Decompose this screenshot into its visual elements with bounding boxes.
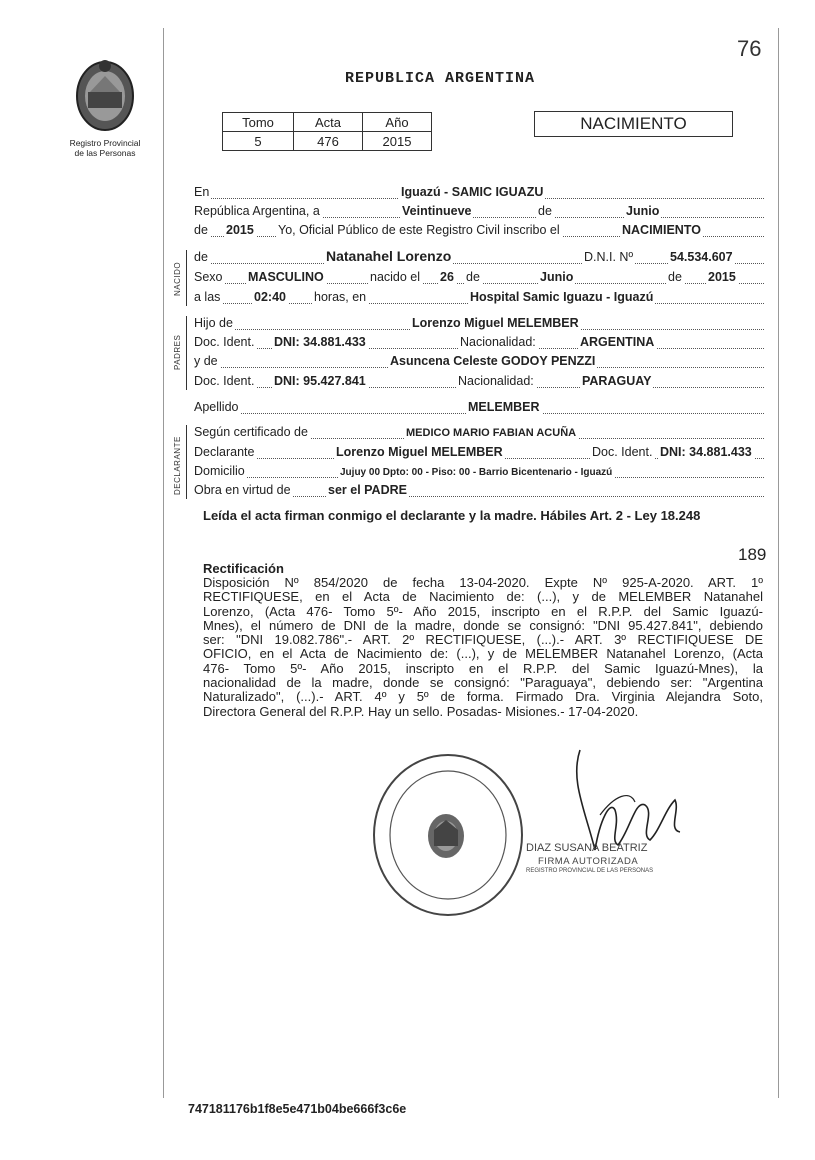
row-domicilio — [194, 462, 764, 480]
oficial-label: Yo, Oficial Público de este Registro Civil inscribo el — [278, 223, 560, 237]
row-sexo — [194, 268, 764, 286]
nac-label: Nacionalidad: — [460, 335, 536, 349]
apellido-label: Apellido — [194, 400, 239, 414]
mother-doc: DNI: 95.427.841 — [274, 374, 366, 388]
nacido-bracket — [186, 250, 187, 306]
row-certificado — [194, 423, 764, 441]
declarante-value: Lorenzo Miguel MELEMBER — [336, 445, 503, 459]
de3-label: de — [194, 250, 208, 264]
rect-line: RECTIFIQUESE, en el Acta de Nacimiento de: (...), y de MELEMBER Natanahel — [203, 589, 763, 605]
doc3-label: Doc. Ident. — [592, 445, 653, 459]
nacido-day: 26 — [440, 270, 454, 284]
official-stamp — [368, 750, 528, 925]
month-value: Junio — [626, 204, 660, 218]
row-name — [194, 248, 764, 266]
tomo-header: Tomo — [223, 113, 294, 132]
signatory-name: DIAZ SUSANA BEATRIZ — [526, 842, 648, 854]
sexo-label: Sexo — [194, 270, 223, 284]
logo-caption-line1: Registro Provincial — [69, 138, 141, 148]
declarante-bracket — [186, 425, 187, 499]
padres-side-label: PADRES — [173, 334, 182, 370]
year-value: 2015 — [226, 223, 254, 237]
certificado-label: Según certificado de — [194, 425, 308, 439]
rect-line: 476- Tomo 5º- Año 2015, inscripto en el R.P.P. del Samic Iguazú-Mnes), la — [203, 660, 763, 676]
page-number: 76 — [737, 36, 762, 61]
father-value: Lorenzo Miguel MELEMBER — [412, 316, 579, 330]
apellido-value: MELEMBER — [468, 400, 540, 414]
republica-label: República Argentina, a — [194, 204, 320, 218]
doc2-label: Doc. Ident. — [194, 374, 255, 388]
father-nat: ARGENTINA — [580, 335, 655, 349]
certificado-value: MEDICO MARIO FABIAN ACUÑA — [406, 427, 577, 439]
obra-label: Obra en virtud de — [194, 483, 291, 497]
row-mother-doc — [194, 372, 764, 390]
row-father-doc — [194, 333, 764, 351]
nacido-month: Junio — [540, 270, 574, 284]
de4-label: de — [466, 270, 480, 284]
day-value: Veintinueve — [402, 204, 472, 218]
de2-label: de — [194, 223, 208, 237]
padres-bracket — [186, 316, 187, 390]
rectification-body — [203, 576, 763, 719]
row-oficial — [194, 221, 764, 239]
provincial-seal-icon — [70, 56, 140, 136]
hijo-label: Hijo de — [194, 316, 233, 330]
document-hash: 747181176b1f8e5e471b04be666f3c6e — [188, 1102, 407, 1116]
signatory-role: FIRMA AUTORIZADA — [538, 856, 639, 867]
nacido-label: nacido el — [370, 270, 421, 284]
doc-label: Doc. Ident. — [194, 335, 255, 349]
father-doc: DNI: 34.881.433 — [274, 335, 366, 349]
nacido-side-label: NACIDO — [173, 261, 182, 296]
row-declarante — [194, 443, 764, 461]
de-label: de — [538, 204, 552, 218]
rect-line: nacionalidad de la madre, donde se consignó: "Paraguaya", debiendo ser: "Argentina — [203, 675, 763, 691]
declarante-label: Declarante — [194, 445, 255, 459]
declarante-side-label: DECLARANTE — [173, 436, 182, 495]
row-apellido — [194, 398, 764, 416]
rect-line: Disposición Nº 854/2020 de fecha 13-04-2020. Expte Nº 925-A-2020. ART. 1º — [203, 575, 763, 590]
declarante-doc: DNI: 34.881.433 — [660, 445, 752, 459]
official-round-stamp-icon — [368, 750, 528, 920]
row-obra — [194, 481, 764, 499]
horas-label: horas, en — [314, 290, 367, 304]
row-republica — [194, 202, 764, 220]
rect-line: Directora General del R.P.P. Hay un sello. Posadas- Misiones.- 17-04-2020. — [203, 703, 639, 719]
nac2-label: Nacionalidad: — [458, 374, 534, 388]
anio-header: Año — [363, 113, 432, 132]
row-yde — [194, 352, 764, 370]
record-type-box: NACIMIENTO — [534, 111, 733, 137]
mother-value: Asuncena Celeste GODOY PENZZI — [390, 354, 596, 368]
domicilio-value: Jujuy 00 Dpto: 00 - Piso: 00 - Barrio Bicentenario - Iguazú — [340, 467, 613, 478]
tomo-table — [222, 112, 432, 151]
signing-statement: Leída el acta firman conmigo el declarante y la madre. Hábiles Art. 2 - Ley 18.248 — [203, 508, 701, 523]
inscribo-value: NACIMIENTO — [622, 223, 701, 237]
rect-line: Mnes), el número de DNI de la madre, donde se consignó: "DNI 95.427.841", debiendo — [203, 617, 763, 633]
acta-value: 476 — [294, 132, 363, 151]
alas-label: a las — [194, 290, 221, 304]
dni-label: D.N.I. Nº — [584, 250, 634, 264]
signatory-org: REGISTRO PROVINCIAL DE LAS PERSONAS — [526, 868, 654, 874]
anio-value: 2015 — [363, 132, 432, 151]
logo-caption-line2: de las Personas — [74, 148, 136, 158]
dni-value: 54.534.607 — [670, 250, 733, 264]
left-margin-line — [163, 28, 164, 1098]
row-hijo — [194, 314, 764, 332]
sexo-value: MASCULINO — [248, 270, 324, 284]
rect-line: ser: "DNI 19.082.786".- ART. 2º RECTIFIQUESE, (...).- ART. 3º RECTIFIQUESE DE — [203, 632, 763, 648]
rect-line: Lorenzo, (Acta 476- Tomo 5º- Año 2015, inscripto en el R.P.P. del Samic Iguazú- — [203, 603, 763, 619]
signature-block — [520, 740, 720, 880]
de5-label: de — [668, 270, 682, 284]
time-value: 02:40 — [254, 290, 286, 304]
rectification-number: 189 — [738, 545, 767, 564]
nacido-year: 2015 — [708, 270, 736, 284]
right-margin-line — [778, 28, 779, 1098]
row-hora — [194, 288, 764, 306]
rect-line: OFICIO, en el Acta de Nacimiento de: (...), y de MELEMBER Natanahel Lorenzo, (Acta — [203, 646, 763, 662]
mother-nat: PARAGUAY — [582, 374, 652, 388]
obra-value: ser el PADRE — [328, 483, 407, 497]
rectification-title: Rectificación — [203, 561, 284, 576]
document-title: REPUBLICA ARGENTINA — [345, 70, 536, 87]
name-value: Natanahel Lorenzo — [326, 248, 452, 264]
registry-logo — [60, 56, 150, 158]
rect-line: Naturalizado", (...).- ART. 4º y 5º de forma. Firmado Dra. Virginia Alejandra Soto, — [203, 689, 763, 705]
domicilio-label: Domicilio — [194, 464, 245, 478]
row-en — [194, 183, 764, 201]
en-label: En — [194, 185, 210, 199]
tomo-value: 5 — [223, 132, 294, 151]
yde-label: y de — [194, 354, 218, 368]
en-value: Iguazú - SAMIC IGUAZU — [401, 185, 544, 199]
acta-header: Acta — [294, 113, 363, 132]
place-value: Hospital Samic Iguazu - Iguazú — [470, 290, 654, 304]
